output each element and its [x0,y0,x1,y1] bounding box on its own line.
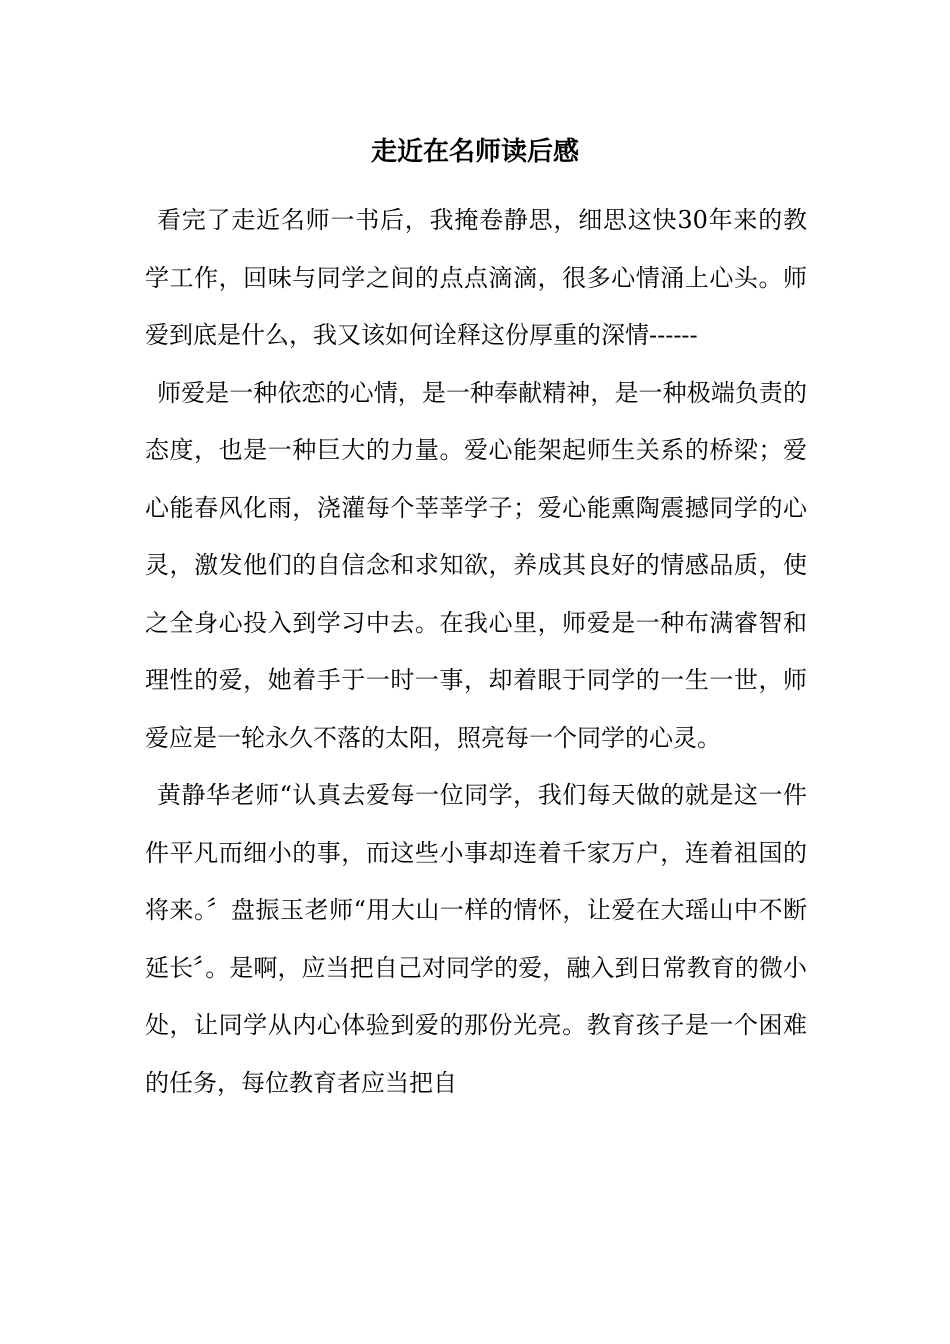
paragraph-2: 师爱是一种依恋的心情，是一种奉献精神，是一种极端负责的态度，也是一种巨大的力量。爱心能架起师生关系的桥梁；爱心能春风化雨，浇灌每个莘莘学子；爱心能熏陶震撼同学的心灵，激发他们的自信念和求知欲，养成其良好的情感品质，使之全身心投入到学习中去。在我心里，师爱是一种布满睿智和理性的爱，她着手于一时一事，却着眼于同学的一生一世，师爱应是一轮永久不落的太阳，照亮每一个同学的心灵。 [145,378,807,752]
document-body [145,192,807,1112]
paragraph-1: 看完了走近名师一书后，我掩卷静思，细思这快30年来的教学工作，回味与同学之间的点点滴滴，很多心情涌上心头。师爱到底是什么，我又该如何诠释这份厚重的深情------ [145,206,807,349]
paragraph-3: 黄静华老师“认真去爱每一位同学，我们每天做的就是这一件件平凡而细小的事，而这些小事却连着千家万户，连着祖国的将来。〞盘振玉老师“用大山一样的情怀，让爱在大瑶山中不断延长〞。是啊，应当把自己对同学的爱，融入到日常教育的微小处，让同学从内心体验到爱的那份光亮。教育孩子是一个困难的任务，每位教育者应当把自 [145,781,807,1097]
document-title: 走近在名师读后感 [370,137,579,167]
